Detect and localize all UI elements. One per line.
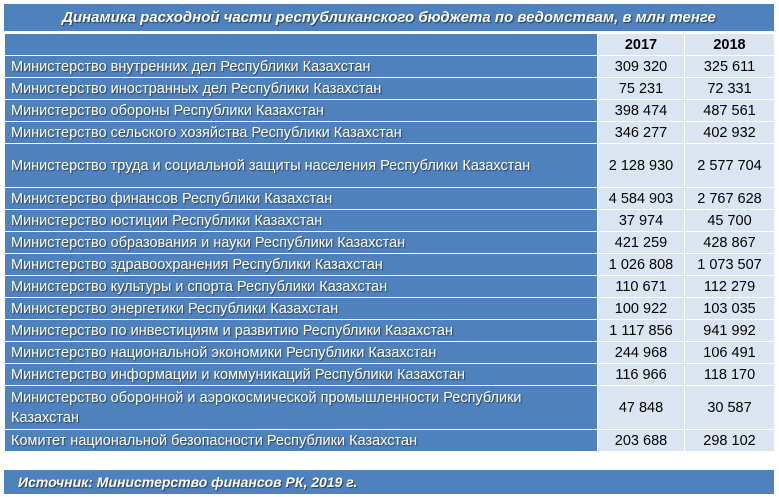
ministry-name: Министерство образования и науки Республики Казахстан (5, 232, 598, 254)
table-row (5, 430, 775, 452)
table-row (5, 364, 775, 386)
value-2017: 2 128 930 (598, 144, 685, 188)
ministry-name: Министерство сельского хозяйства Республики Казахстан (5, 122, 598, 144)
value-2018: 103 035 (685, 298, 775, 320)
table-row (5, 122, 775, 144)
header-blank-cell (5, 34, 598, 56)
table-row (5, 210, 775, 232)
value-2017: 346 277 (598, 122, 685, 144)
value-2018: 1 073 507 (685, 254, 775, 276)
value-2017: 244 968 (598, 342, 685, 364)
value-2018: 325 611 (685, 56, 775, 78)
value-2018: 72 331 (685, 78, 775, 100)
table-row (5, 254, 775, 276)
table-header-row (5, 34, 775, 56)
value-2017: 1 026 808 (598, 254, 685, 276)
value-2017: 100 922 (598, 298, 685, 320)
table-title: Динамика расходной части республиканского бюджета по ведомствам, в млн тенге (4, 4, 774, 31)
value-2017: 110 671 (598, 276, 685, 298)
table-row (5, 144, 775, 188)
ministry-name: Министерство здравоохранения Республики Казахстан (5, 254, 598, 276)
source-note: Источник: Министерство финансов РК, 2019 г. (4, 470, 774, 494)
value-2018: 30 587 (685, 386, 775, 430)
value-2018: 45 700 (685, 210, 775, 232)
table-row (5, 100, 775, 122)
value-2018: 112 279 (685, 276, 775, 298)
value-2017: 37 974 (598, 210, 685, 232)
value-2018: 118 170 (685, 364, 775, 386)
ministry-name: Министерство внутренних дел Республики Казахстан (5, 56, 598, 78)
value-2017: 309 320 (598, 56, 685, 78)
ministry-name: Министерство оборонной и аэрокосмической промышленности Республики Казахстан (5, 386, 598, 430)
ministry-name: Министерство информации и коммуникаций Республики Казахстан (5, 364, 598, 386)
ministry-name: Министерство энергетики Республики Казахстан (5, 298, 598, 320)
value-2018: 2 767 628 (685, 188, 775, 210)
ministry-name: Министерство иностранных дел Республики Казахстан (5, 78, 598, 100)
table-row (5, 386, 775, 430)
value-2018: 106 491 (685, 342, 775, 364)
ministry-name: Министерство финансов Республики Казахстан (5, 188, 598, 210)
value-2017: 47 848 (598, 386, 685, 430)
value-2018: 941 992 (685, 320, 775, 342)
value-2018: 298 102 (685, 430, 775, 452)
table-row (5, 320, 775, 342)
value-2018: 2 577 704 (685, 144, 775, 188)
table-row (5, 342, 775, 364)
header-year-2018: 2018 (685, 34, 775, 56)
ministry-name: Министерство культуры и спорта Республики Казахстан (5, 276, 598, 298)
table-row (5, 298, 775, 320)
value-2017: 421 259 (598, 232, 685, 254)
ministry-name: Министерство по инвестициям и развитию Республики Казахстан (5, 320, 598, 342)
value-2017: 1 117 856 (598, 320, 685, 342)
value-2018: 402 932 (685, 122, 775, 144)
ministry-name: Министерство обороны Республики Казахстан (5, 100, 598, 122)
ministry-name: Министерство юстиции Республики Казахстан (5, 210, 598, 232)
value-2017: 75 231 (598, 78, 685, 100)
value-2017: 116 966 (598, 364, 685, 386)
header-year-2017: 2017 (598, 34, 685, 56)
table-row (5, 56, 775, 78)
value-2018: 487 561 (685, 100, 775, 122)
table-row (5, 78, 775, 100)
ministry-name: Комитет национальной безопасности Республики Казахстан (5, 430, 598, 452)
value-2017: 398 474 (598, 100, 685, 122)
budget-table (4, 33, 775, 452)
table-row (5, 276, 775, 298)
table-row (5, 188, 775, 210)
value-2017: 4 584 903 (598, 188, 685, 210)
table-row (5, 232, 775, 254)
value-2017: 203 688 (598, 430, 685, 452)
ministry-name: Министерство труда и социальной защиты населения Республики Казахстан (5, 144, 598, 188)
ministry-name: Министерство национальной экономики Республики Казахстан (5, 342, 598, 364)
value-2018: 428 867 (685, 232, 775, 254)
